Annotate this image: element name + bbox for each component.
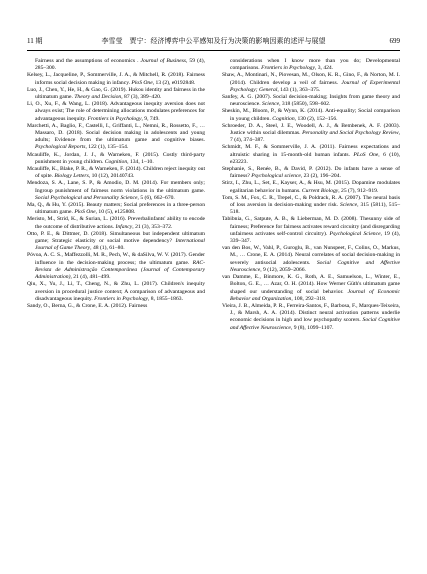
reference-source: Journal of Economic Behavior and Organization xyxy=(230,288,400,302)
reference-text: van den Bos, W., Vahl, P., Guroglu, B., van Nunspeet, F., Colins, O., Markus, M., … Crone, E. A. (2014). Neural correlates of social decision-making in severely antisocial adolescents. xyxy=(222,245,400,266)
reference-volume-pages: , 9 (12), 2059–2066. xyxy=(260,266,306,273)
reference-source: PLoS One xyxy=(353,151,379,158)
reference-source: Infancy xyxy=(115,223,133,230)
reference-text: Vieira, J. B., Almeida, P. R., Ferreira-Santos, F., Barbosa, F., Marques-Teixeira, J., & Marsh, A. A. (2014). Distinct neural activation patterns underlie economic decisions in high and low psychopathy scorers. xyxy=(222,302,400,324)
reference-volume-pages: , 122 (1), 135–154. xyxy=(85,144,129,151)
reference-entry xyxy=(222,72,400,94)
reference-volume-pages: , 59 (4), 285–300. xyxy=(35,58,205,72)
reference-text: Mcauliffe, K., Blake, P. R., & Warneken, F. (2014). Children reject inequity out of spite. xyxy=(27,166,205,180)
running-header xyxy=(27,35,400,47)
reference-source: Personality and Social Psychology Review xyxy=(302,130,399,137)
reference-entry xyxy=(222,144,400,166)
reference-text: Meristo, M., Strid, K., & Surian, L. (2016). Preverbalinfants' ability to encode the outcome of distributive actions. xyxy=(27,216,205,230)
header-rule xyxy=(27,50,400,51)
reference-source: PloS One xyxy=(74,209,96,216)
reference-entry xyxy=(222,108,400,122)
reference-volume-pages: , 23 (2), 196–204. xyxy=(300,173,341,180)
reference-entry xyxy=(222,58,400,72)
reference-text: Ma, Q., & Hu, Y. (2015). Beauty matters; Social preferences in a three-person ultimatum game. xyxy=(27,202,205,216)
reference-entry xyxy=(27,252,205,281)
reference-source: Science xyxy=(262,101,280,108)
reference-source: PloS One xyxy=(131,79,153,86)
reference-text: Stirz, I., Zhu, L., Set, E., Kayser, A., & Hsu, M. (2015). Dopamine modulates egalitarian behavior in humans. xyxy=(222,180,400,194)
reference-volume-pages: , 10 (12), 20140743. xyxy=(88,173,135,180)
issue-number: 11 期 xyxy=(27,37,43,45)
reference-source: Frontiers in Psychology xyxy=(261,65,315,72)
reference-entry xyxy=(27,202,205,216)
reference-volume-pages: , 13 (2), e0192848. xyxy=(152,79,196,86)
reference-source: Social Cognitive and Affective Neuroscience xyxy=(230,259,401,273)
reference-source: Journal of Business xyxy=(140,58,186,64)
reference-source: Frontiers in Psychology xyxy=(94,295,148,302)
reference-text: Li, O., Xu, F., & Wang, L. (2018). Advantageous inequity aversion does not always exist; The role of determining allocations modulates preferences for advantageous inequity. xyxy=(27,101,205,122)
reference-source: Science xyxy=(340,202,358,209)
reference-source: International Journal of Game Theory xyxy=(35,238,205,252)
reference-source: Social Psychological and Personality Science xyxy=(35,194,138,201)
reference-volume-pages: , 318 (5850), 598–602. xyxy=(279,101,331,108)
reference-text: Póvoa, A. C. S., Maffezzolli, M. R., Pech, W., & daSilva, W. V. (2017). Gender influence in the decision-making process; the ultimatum game. xyxy=(27,252,205,266)
reference-entry xyxy=(27,152,205,166)
reference-entry xyxy=(27,123,205,152)
reference-text: Sheskin, M., Bloom, P., & Wynn, K. (2014). Anti-equality; Social comparison in young children. xyxy=(222,108,400,122)
reference-entry xyxy=(222,180,400,194)
reference-source: Cognition xyxy=(272,115,295,122)
reference-volume-pages: , 21 (3), 353–372. xyxy=(132,223,173,230)
reference-entry xyxy=(222,123,400,145)
reference-entry xyxy=(27,58,205,72)
reference-volume-pages: , 315 (5811), 515–518. xyxy=(230,202,400,216)
reference-text: Mendoza, S. A., Lane, S. P., & Amodio, D. M. (2014). For members only; Ingroup punishment of fairness norm violations in the ultimatum game. xyxy=(27,180,205,194)
reference-volume-pages: , 8, 1855–1863. xyxy=(148,295,183,302)
reference-source: Journal of Experimental Psychology; General xyxy=(230,79,400,93)
reference-volume-pages: , 6 (10), e23223. xyxy=(230,151,400,165)
reference-volume-pages: , 108, 292–318. xyxy=(291,295,327,302)
reference-source: Frontiers in Psychology xyxy=(87,115,142,122)
reference-entry xyxy=(27,72,205,86)
reference-text: Luo, J., Chen, Y., He, H., & Gao, G. (2019). Hukou identity and fairness in the ultimatum game. xyxy=(27,86,205,101)
reference-text: Shaw, A., Montinari, N., Piovesan, M., Olson, K. R., Gino, F., & Norton, M. I. (2014). Children develop a veil of fairness. xyxy=(222,72,400,86)
reference-source: Cognition xyxy=(104,158,128,165)
reference-entry xyxy=(222,94,400,108)
reference-entry xyxy=(222,303,400,332)
reference-source: Biology Letters xyxy=(54,173,89,180)
reference-source: Social Cognitive and Affective Neuroscience xyxy=(230,317,400,331)
reference-source: Theory and Decision xyxy=(74,94,122,101)
reference-volume-pages: , 130 (2), 152–156. xyxy=(294,115,338,122)
reference-volume-pages: , 3, 424. xyxy=(314,65,334,72)
reference-entry xyxy=(27,180,205,202)
reference-text: Tom, S. M., Fox, C. R., Trepel, C., & Poldrack, R. A. (2007). The neural basis of loss aversion in decision-making under risk. xyxy=(222,194,400,209)
reference-entry xyxy=(27,216,205,230)
reference-text: Kelsey, L., Jacqueline, P., Sommerville, J. A., & Mitchell, R. (2018). Fairness informs social decision making in infancy. xyxy=(27,72,205,86)
reference-entry xyxy=(27,231,205,253)
reference-text: Schroeder, D. A., Steel, J. E., Woodell, A. J., & Bembenek, A. F. (2003). Justice within social dilemmas. xyxy=(222,122,400,137)
reference-volume-pages: , 9 (8), 1099–1107. xyxy=(290,324,334,331)
reference-volume-pages: , 143 (1), 363–375. xyxy=(277,86,321,93)
reference-source: Psychological Reports xyxy=(35,144,86,151)
reference-text: Otto, P. E., & Dittmer, D. (2018). Simultaneous but independent ultimatum game; Strategic elasticity or social motive dependency? xyxy=(27,230,205,245)
reference-entry xyxy=(222,195,400,217)
reference-text: Qiu, X., Yu, J., Li, T., Cheng, N., & Zhu, L. (2017). Children's inequity aversion in procedural justice context; A comparison of advantageous and disadvantageous inequity. xyxy=(27,281,205,302)
reference-text: Sanfey, A. G. (2007). Social decision-making; Insights from game theory and neuroscience. xyxy=(222,94,400,108)
reference-text: Tabibnia, G., Satpute, A. B., & Lieberman, M. D. (2008). Thesunny side of fairness; Preference for fairness activates reward circuitry (and disregarding unfairness activates self-control circuitry). xyxy=(222,216,400,237)
reference-column-left xyxy=(27,58,205,310)
reference-volume-pages: , 48 (1), 61–80. xyxy=(90,245,125,252)
reference-volume-pages: , 134, 1–10. xyxy=(127,158,154,165)
reference-volume-pages: , 5 (6), 662–670. xyxy=(137,194,175,201)
reference-text: Sandy, O., Berna, G., & Crone, E. A. (2012). Fairness xyxy=(27,302,148,309)
reference-text: Marchetti, A., Baglio, F., Castelli, I., Griffanti, L., Nemni, R., Rossetto, F., … Massaro, D. (2018). Social decision making in adolescents and young adults; Evidence from the ultimatum game and cognitive biases. xyxy=(27,122,205,144)
reference-text: Mcauliffe, K., Jordan, J. J., & Warneken, F. (2015). Costly third-party punishment in young children. xyxy=(27,151,205,165)
reference-volume-pages: , 19 (4), 339–347. xyxy=(230,230,400,245)
reference-entry xyxy=(222,245,400,274)
reference-text: Fairness and the assumptions of economics . xyxy=(35,58,141,64)
reference-text: Schmidt, M. F., & Sommerville, J. A. (2011). Fairness expectations and altruistic sharing in 15-month-old human infants. xyxy=(222,144,400,158)
reference-entry xyxy=(222,216,400,245)
reference-volume-pages: , 87 (3), 389–420. xyxy=(121,94,162,101)
reference-source: RAC-Revista de Administração Contemporânea (Journal of Contemporary Administration) xyxy=(35,259,205,281)
reference-entry xyxy=(27,303,205,310)
reference-entry xyxy=(27,166,205,180)
reference-entry xyxy=(27,101,205,123)
reference-entry xyxy=(222,274,400,303)
page-number: 699 xyxy=(389,37,400,45)
reference-entry xyxy=(27,281,205,303)
reference-entry xyxy=(222,166,400,180)
running-title: 李雪莹 贾宁：经济博弈中公平感知及行为决策的影响因素的述评与展望 xyxy=(101,37,326,45)
reference-volume-pages: , 10 (5), e125808. xyxy=(95,209,136,216)
reference-volume-pages: , 25 (7), 912–919. xyxy=(338,187,379,194)
reference-volume-pages: , 7 (4), 374–387. xyxy=(230,130,400,144)
reference-source: Current Biology xyxy=(301,187,339,194)
reference-source: Psychological science xyxy=(251,173,301,180)
reference-text: van Damme, E., Binmore, K. G., Roth, A. E., Samuelson, L., Winter, E., Bolton, G. E., … Azar, O. H. (2014). How Werner Güth's ultimatum game shaped our understanding of social behavior. xyxy=(222,274,400,295)
reference-text: considerations when I know more than you do; Developmental comparisons. xyxy=(230,58,400,72)
reference-volume-pages: , 9, 749. xyxy=(141,115,160,122)
reference-source: Psychological Science xyxy=(329,230,381,237)
reference-volume-pages: , 21 (4), 481–499. xyxy=(70,274,111,281)
reference-text: Stephanie, S., Renée, B., & David, P. (2012). Do infants have a sense of fairness? xyxy=(222,166,400,180)
reference-entry xyxy=(27,87,205,101)
reference-column-right xyxy=(222,58,400,332)
